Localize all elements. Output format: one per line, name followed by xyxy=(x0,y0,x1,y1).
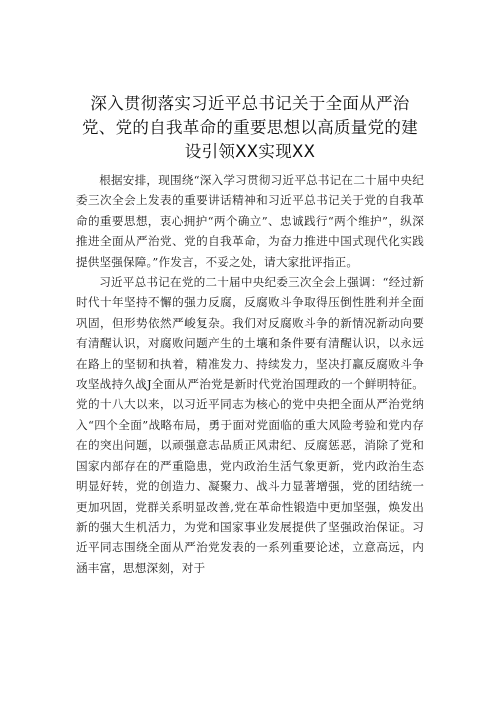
title-line-3: 设引领XX实现XX xyxy=(184,142,316,161)
body-paragraph-intro: 根据安排，现围绕“深入学习贯彻习近平总书记在二十届中央纪委三次全会上发表的重要讲话精神和习近平总书记关于党的自我革命的重要思想，衷心拥护“两个确立”、忠诚践行“两个维护”，纵深推进全面从严治党、党的自我革命，为奋力推进中国式现代化实践提供坚强保障。”作发言，不妥之处，请大家批评指正。 xyxy=(76,173,424,269)
title-line-1: 深入贯彻落实习近平总书记关于全面从严治 xyxy=(90,94,410,113)
body-paragraph-main: 习近平总书记在党的二十届中央纪委三次全会上强调：“经过新时代十年坚持不懈的强力反腐，反腐败斗争取得压倒性胜利并全面巩固，但形势依然严峻复杂。我们对反腐败斗争的新情况新动向要有清醒认识，对腐败问题产生的土壤和条件要有清醒认识，以永远在路上的坚韧和执着，精准发力、持续发力，坚决打赢反腐败斗争攻坚战持久战J全面从严治党是新时代党治国理政的一个鲜明特征。党的十八大以来，以习近平同志为核心的党中央把全面从严治党纳入“四个全面”战略布局，勇于面对党面临的重大风险考验和党内存在的突出问题，以顽强意志品质正风肃纪、反腐惩恶，消除了党和国家内部存在的严重隐患，党内政治生活气象更新，党内政治生态明显好转，党的创造力、凝聚力、战斗力显著增强，党的团结统一更加巩固，党群关系明显改善,党在革命性锻造中更加坚强，焕发出新的强大生机活力，为党和国家事业发展提供了坚强政治保证。习近平同志围绕全面从严治党发表的一系列重要论述，立意高远，内涵丰富，思想深刻，对于 xyxy=(76,275,424,575)
title-line-2: 党、党的自我革命的重要思想以高质量党的建 xyxy=(82,118,418,137)
document-title xyxy=(76,92,424,164)
